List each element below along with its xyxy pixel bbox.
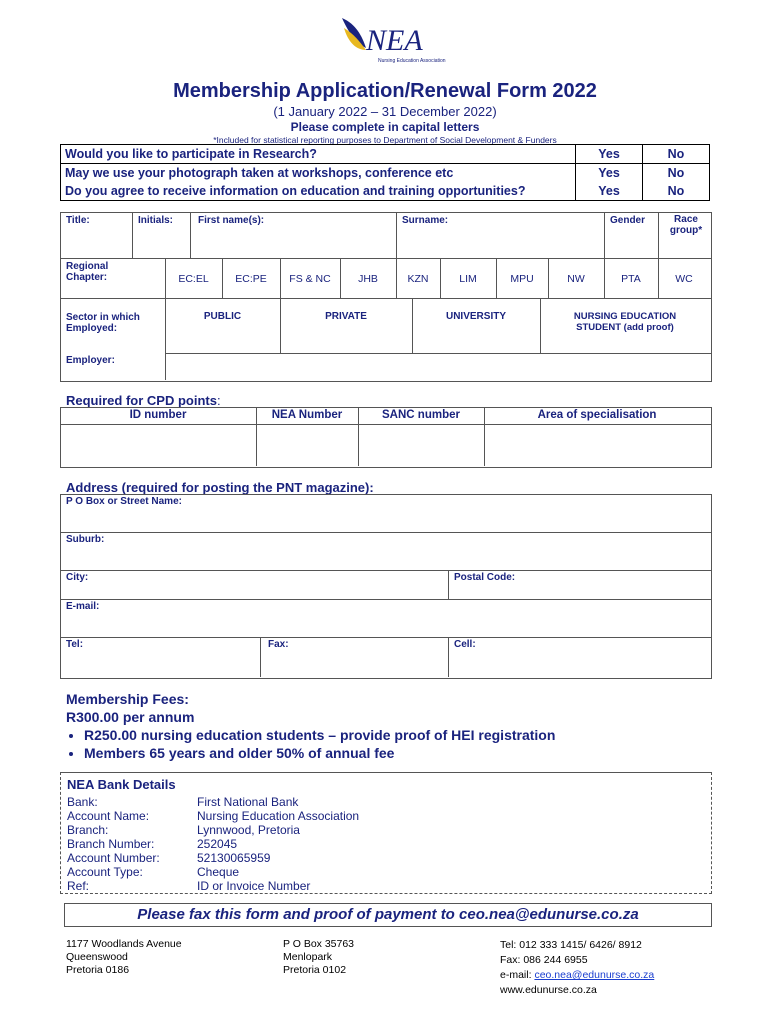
address-heading: Address (required for posting the PNT magazine): xyxy=(66,480,374,495)
instruction: Please complete in capital letters xyxy=(290,120,480,134)
question-text: Would you like to participate in Research? xyxy=(61,145,576,164)
logo-text: NEA xyxy=(366,24,423,57)
logo-tagline: Nursing Education Association xyxy=(378,58,446,64)
specialisation-column: Area of specialisation xyxy=(537,409,657,421)
email-label: e-mail: xyxy=(500,969,532,981)
bank-value: First National Bank xyxy=(197,795,299,809)
website-link[interactable]: www.edunurse.co.za xyxy=(500,984,597,996)
address-line: Pretoria 0102 xyxy=(283,964,347,976)
address-line: Queenswood xyxy=(66,951,128,963)
race-field[interactable]: Race group* xyxy=(669,214,703,236)
cell-field[interactable]: Cell: xyxy=(454,639,476,650)
question-row xyxy=(61,145,710,164)
sector-option[interactable]: UNIVERSITY xyxy=(445,311,506,322)
no-option[interactable]: No xyxy=(643,145,710,164)
yes-option[interactable]: Yes xyxy=(576,182,643,201)
branch-value: Lynnwood, Pretoria xyxy=(197,823,300,837)
question-text: May we use your photograph taken at workshops, conference etc xyxy=(61,164,576,183)
fees-heading: Membership Fees: xyxy=(66,691,189,707)
first-names-field[interactable]: First name(s): xyxy=(198,215,265,226)
ref-value: ID or Invoice Number xyxy=(197,879,311,893)
employer-field[interactable]: Employer: xyxy=(66,355,115,366)
email-link[interactable]: ceo.nea@edunurse.co.za xyxy=(534,969,655,981)
address-line: 1177 Woodlands Avenue xyxy=(66,938,182,950)
chapter-option[interactable]: WC xyxy=(675,273,693,285)
chapter-option[interactable]: PTA xyxy=(621,273,641,285)
footer-street-address xyxy=(66,938,182,977)
initials-field[interactable]: Initials: xyxy=(138,215,174,226)
chapter-option[interactable]: FS & NC xyxy=(289,273,331,285)
branch-number-label: Branch Number: xyxy=(67,837,155,851)
fax-instruction: Please fax this form and proof of payment to ceo.nea@edunurse.co.za xyxy=(64,903,712,927)
no-option[interactable]: No xyxy=(643,164,710,183)
tel-field[interactable]: Tel: xyxy=(66,639,84,650)
yes-option[interactable]: Yes xyxy=(576,145,643,164)
yes-option[interactable]: Yes xyxy=(576,164,643,183)
sector-option[interactable]: NURSING EDUCATION STUDENT (add proof) xyxy=(573,311,677,333)
city-field[interactable]: City: xyxy=(66,572,89,583)
email-field[interactable]: E-mail: xyxy=(66,601,100,612)
gender-field[interactable]: Gender xyxy=(610,215,646,226)
fee-list xyxy=(66,726,555,762)
account-name-label: Account Name: xyxy=(67,809,150,823)
id-number-column: ID number xyxy=(129,409,187,421)
address-line: P O Box 35763 xyxy=(283,938,355,950)
question-row xyxy=(61,182,710,201)
account-name-value: Nursing Education Association xyxy=(197,809,360,823)
stat-note: *Included for statistical reporting purposes to Department of Social Development & Funders xyxy=(213,135,557,145)
fee-item: • Members 65 years and older 50% of annual fee xyxy=(84,744,555,762)
footer-tel: Tel: 012 333 1415/ 6426/ 8912 xyxy=(500,939,642,951)
footer-email-row xyxy=(500,968,654,983)
sector-option[interactable]: PRIVATE xyxy=(325,311,367,322)
personal-details-box xyxy=(60,212,712,382)
account-number-label: Account Number: xyxy=(67,851,160,865)
postal-code-field[interactable]: Postal Code: xyxy=(454,572,516,583)
nea-logo xyxy=(336,14,446,66)
account-type-label: Account Type: xyxy=(67,865,143,879)
street-field[interactable]: P O Box or Street Name: xyxy=(66,496,182,507)
branch-label: Branch: xyxy=(67,823,109,837)
chapter-option[interactable]: LIM xyxy=(459,273,477,285)
chapter-option[interactable]: KZN xyxy=(407,273,429,285)
chapter-option[interactable]: EC:PE xyxy=(235,273,267,285)
account-type-value: Cheque xyxy=(197,865,240,879)
fee-item: • R250.00 nursing education students – provide proof of HEI registration xyxy=(84,726,555,744)
regional-chapter-label: Regional Chapter: xyxy=(66,261,109,283)
address-line: Menlopark xyxy=(283,951,333,963)
bank-label: Bank: xyxy=(67,795,98,809)
chapter-option[interactable]: JHB xyxy=(358,273,378,285)
membership-fees xyxy=(66,690,555,762)
cpd-heading: Required for CPD points: xyxy=(66,393,221,408)
bank-heading: NEA Bank Details xyxy=(67,777,176,792)
title-field[interactable]: Title: xyxy=(66,215,90,226)
consent-table xyxy=(60,144,710,201)
branch-number-value: 252045 xyxy=(197,837,238,851)
account-number-value: 52130065959 xyxy=(197,851,271,865)
period: (1 January 2022 – 31 December 2022) xyxy=(273,104,497,119)
suburb-field[interactable]: Suburb: xyxy=(66,534,105,545)
address-box xyxy=(60,494,712,679)
sanc-number-column: SANC number xyxy=(382,409,460,421)
fax-field[interactable]: Fax: xyxy=(268,639,289,650)
chapter-option[interactable]: MPU xyxy=(510,273,534,285)
address-line: Pretoria 0186 xyxy=(66,964,130,976)
chapter-option[interactable]: NW xyxy=(567,273,585,285)
butterfly-logo-icon xyxy=(336,14,446,66)
surname-field[interactable]: Surname: xyxy=(402,215,449,226)
question-text: Do you agree to receive information on education and training opportunities? xyxy=(61,182,576,201)
sector-option[interactable]: PUBLIC xyxy=(203,311,242,322)
annual-fee: R300.00 per annum xyxy=(66,709,195,725)
footer-postal-address xyxy=(283,938,354,977)
question-row xyxy=(61,164,710,183)
bank-details-box xyxy=(60,772,712,894)
footer-contact xyxy=(500,938,654,998)
footer-fax: Fax: 086 244 6955 xyxy=(500,954,588,966)
page-title: Membership Application/Renewal Form 2022 xyxy=(173,80,597,102)
nea-number-column: NEA Number xyxy=(271,409,343,421)
chapter-option[interactable]: EC:EL xyxy=(178,273,209,285)
ref-label: Ref: xyxy=(67,879,90,893)
sector-label: Sector in which Employed: xyxy=(66,312,140,334)
no-option[interactable]: No xyxy=(643,182,710,201)
